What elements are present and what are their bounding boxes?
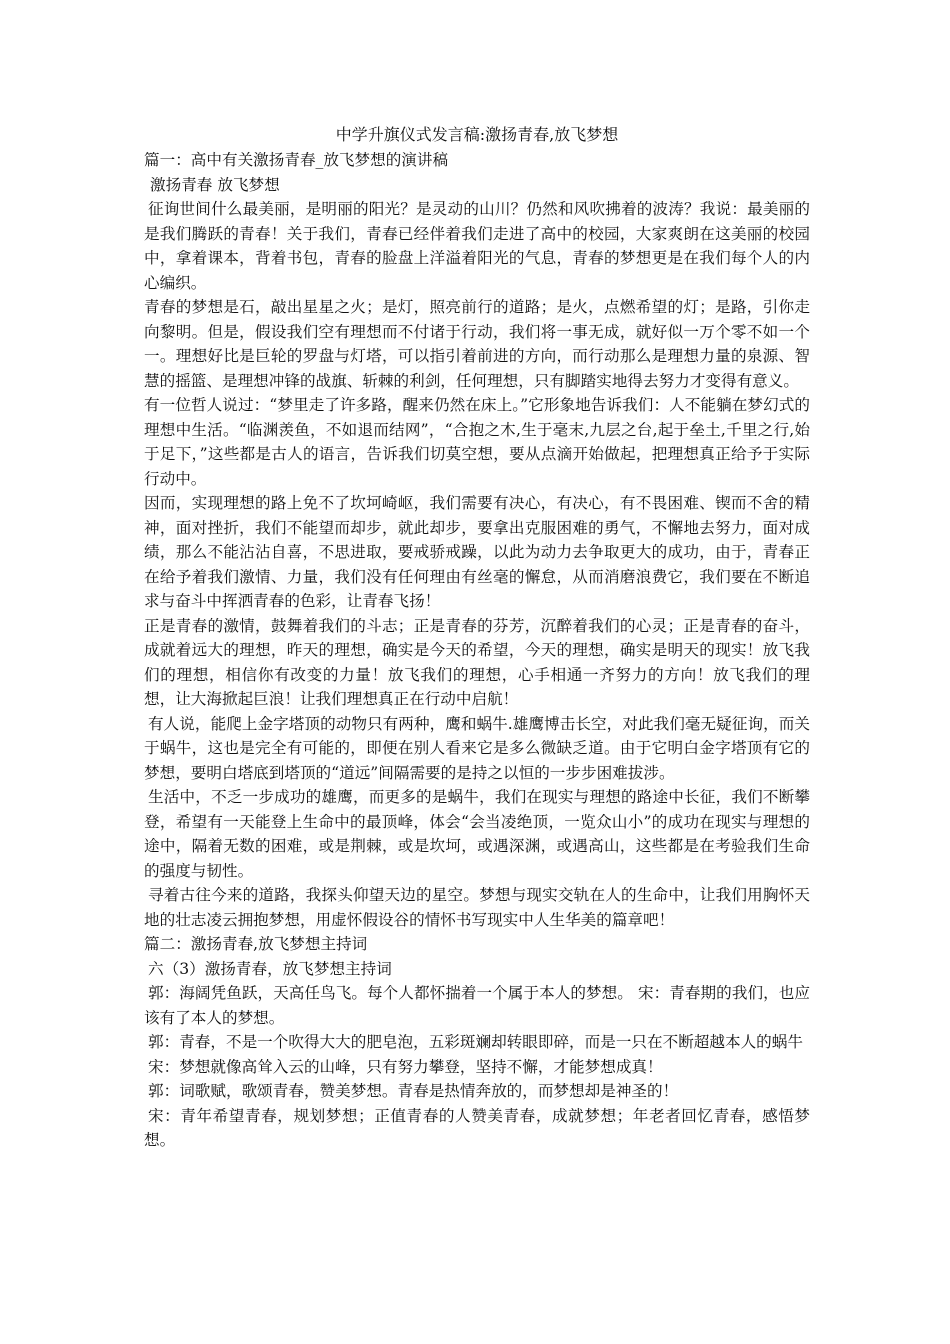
document-page [144,124,810,1153]
paragraph-6: 有人说，能爬上金字塔顶的动物只有两种，鹰和蜗牛.雄鹰博击长空，对此我们毫无疑征询，而关于蜗牛，这也是完全有可能的，即便在别人看来它是多么微缺乏道。由于它明白金字塔顶有它的梦想，要明白塔底到塔顶的“道远”间隔需要的是持之以恒的一步步困难拔涉。 [144,714,810,782]
dialogue-line-5: 宋：青年希望青春，规划梦想；正值青春的人赞美青春，成就梦想；年老者回忆青春，感悟梦想。 [144,1106,810,1149]
paragraph-3: 有一位哲人说过：“梦里走了许多路，醒来仍然在床上。”它形象地告诉我们：人不能躺在梦幻式的理想中生活。“临渊羡鱼，不如退而结网”，“合抱之木,生于毫末,九层之台,起于垒土,千里之行,始于足下，”这些都是古人的语言，告诉我们切莫空想，要从点滴开始做起，把理想真正给予于实际行动中。 [144,396,810,488]
paragraph-5: 正是青春的激情，鼓舞着我们的斗志；正是青春的芬芳，沉醉着我们的心灵；正是青春的奋斗，成就着远大的理想，昨天的理想，确实是今天的希望，今天的理想，确实是明天的现实！放飞我们的理想，相信你有改变的力量！放飞我们的理想，心手相通一齐努力的方向！放飞我们的理想，让大海掀起巨浪！让我们理想真正在行动中启航！ [144,616,810,708]
paragraph-7: 生活中，不乏一步成功的雄鹰，而更多的是蜗牛，我们在现实与理想的路途中长征，我们不断攀登，希望有一天能登上生命中的最顶峰，体会“会当凌绝顶，一览众山小”的成功在现实与理想的途中，隔着无数的困难，或是荆棘，或是坎坷，或遇深渊，或遇高山，这些都是在考验我们生命的强度与韧性。 [144,788,810,880]
paragraph-1: 征询世间什么最美丽，是明丽的阳光？是灵动的山川？仍然和风吹拂着的波涛？我说：最美丽的是我们腾跃的青春！关于我们，青春已经伴着我们走进了高中的校园，大家爽朗在这美丽的校园中，拿着课本，背着书包，青春的脸盘上洋溢着阳光的气息，青春的梦想更是在我们每个人的内心编织。 [144,200,810,292]
dialogue-line-1: 郭：海阔凭鱼跃，天高任鸟飞。每个人都怀揣着一个属于本人的梦想。 宋：青春期的我们，也应该有了本人的梦想。 [144,984,810,1027]
section-heading-2: 篇二：激扬青春,放飞梦想主持词 [144,935,368,953]
paragraph-8: 寻着古往今来的道路，我探头仰望天边的星空。梦想与现实交轨在人的生命中，让我们用胸怀天地的壮志凌云拥抱梦想，用虚怀假设谷的情怀书写现实中人生华美的篇章吧！ [144,886,810,929]
dialogue-line-4: 郭：词歌赋，歌颂青春，赞美梦想。青春是热情奔放的，而梦想却是神圣的！ [148,1082,679,1100]
dialogue-line-3: 宋：梦想就像高耸入云的山峰，只有努力攀登，坚持不懈，才能梦想成真！ [148,1057,663,1076]
paragraph-2: 青春的梦想是石，敲出星星之火；是灯，照亮前行的道路；是火，点燃希望的灯；是路，引你走向黎明。但是，假设我们空有理想而不付诸于行动，我们将一事无成，就好似一万个零不如一个一。理想好比是巨轮的罗盘与灯塔，可以指引着前进的方向，而行动那么是理想力量的泉源、智慧的摇篮、是理想冲锋的战旗、斩棘的利剑，任何理想，只有脚踏实地得去努力才变得有意义。 [144,298,810,390]
speech-title: 激扬青春 放飞梦想 [150,175,280,194]
paragraph-4: 因而，实现理想的路上免不了坎坷崎岖，我们需要有决心，有决心，有不畏困难、锲而不舍的精神，面对挫折，我们不能望而却步，就此却步，要拿出克服困难的勇气，不懈地去努力，面对成绩，那么不能沾沾自喜，不思进取，要戒骄戒躁，以此为动力去争取更大的成功，由于，青春正在给予着我们激情、力量，我们没有任何理由有丝毫的懈怠，从而消磨浪费它，我们要在不断追求与奋斗中挥洒青春的色彩，让青春飞扬！ [144,494,810,610]
document-title: 中学升旗仪式发言稿:激扬青春,放飞梦想 [335,125,619,144]
script-title: 六（3）激扬青春，放飞梦想主持词 [148,959,392,978]
section-heading-1: 篇一：高中有关激扬青春_放飞梦想的演讲稿 [144,151,449,169]
dialogue-line-2: 郭：青春，不是一个吹得大大的肥皂泡，五彩斑斓却转眼即碎，而是一只在不断超越本人的蜗牛 [148,1033,803,1051]
